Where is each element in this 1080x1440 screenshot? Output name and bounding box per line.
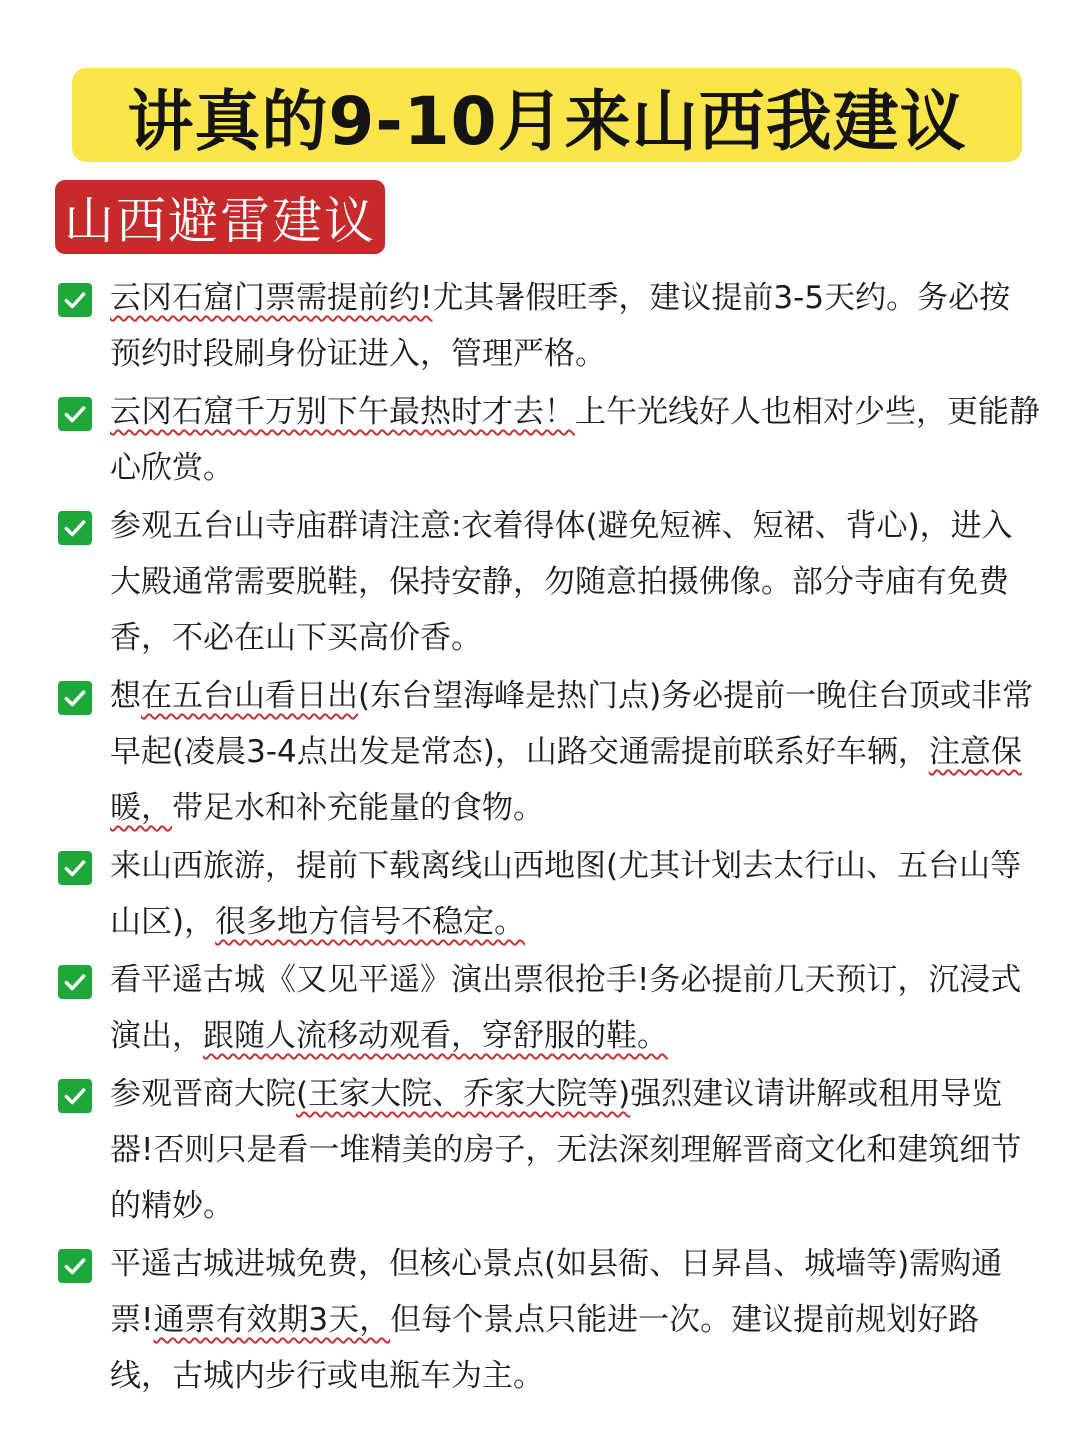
- tip-text: [110, 498, 1040, 666]
- tip-text: [110, 668, 1040, 836]
- tip-text-plain: 来山西旅游，提前下载离线山西地图(尤其计划去太行山、五台山等山区)，: [110, 848, 1022, 940]
- check-box-icon: [58, 511, 92, 545]
- tip-item: [0, 952, 1080, 1064]
- tip-highlight: 跟随人流移动观看，穿舒服的鞋。: [203, 1018, 668, 1054]
- page-title: 讲真的9-10月来山西我建议: [127, 82, 967, 160]
- tips-list: [0, 270, 1080, 1406]
- tip-text: [110, 838, 1040, 950]
- tip-text: [110, 952, 1040, 1064]
- tip-highlight: 很多地方信号不稳定。: [215, 904, 526, 940]
- tip-text-plain: 参观晋商大院: [110, 1076, 296, 1112]
- tip-highlight: 通票有效期3天，: [153, 1302, 391, 1338]
- tip-text-plain: 但每个景点只能进一次。建议提前规划好路线，古城内步行或电瓶车为主。: [110, 1302, 980, 1394]
- tip-item: [0, 668, 1080, 836]
- tip-text-plain: 上午光线好人也相对少些，更能静心欣赏。: [110, 394, 1040, 486]
- tip-text-plain: (东台望海峰是热门点)务必提前一晚住台顶或非常早起(凌晨3-4点出发是常态)，山路交通需提前联系好车辆，: [110, 678, 1034, 770]
- check-box-icon: [58, 1079, 92, 1113]
- title-banner: [72, 68, 1022, 162]
- tip-text-plain: 平遥古城进城免费，但核心景点(如县衙、日昇昌、城墙等)需购通票!: [110, 1246, 1003, 1338]
- check-box-icon: [58, 681, 92, 715]
- tip-item: [0, 1066, 1080, 1234]
- check-box-icon: [58, 1249, 92, 1283]
- tip-highlight: 云冈石窟门票需提前约!: [110, 280, 433, 316]
- tip-text: [110, 1066, 1040, 1234]
- tip-highlight: 在五台山看日出: [141, 678, 358, 714]
- check-box-icon: [58, 851, 92, 885]
- tip-text-plain: 带足水和补充能量的食物。: [172, 790, 544, 826]
- tip-text-plain: 尤其暑假旺季，建议提前3-5天约。务必按预约时段刷身份证进入，管理严格。: [110, 280, 1011, 372]
- section-tag-label: 山西避雷建议: [64, 192, 376, 250]
- tip-highlight: (王家大院、乔家大院等): [296, 1076, 631, 1112]
- tip-item: [0, 498, 1080, 666]
- check-box-icon: [58, 397, 92, 431]
- tip-highlight: 注意保暖，: [110, 734, 1022, 826]
- tip-text: [110, 270, 1040, 382]
- tip-item: [0, 384, 1080, 496]
- check-box-icon: [58, 283, 92, 317]
- tip-highlight: 云冈石窟千万别下午最热时才去！: [110, 394, 575, 430]
- tip-item: [0, 270, 1080, 382]
- tip-text-plain: 参观五台山寺庙群请注意:衣着得体(避免短裤、短裙、背心)，进入大殿通常需要脱鞋，保持安静，勿随意拍摄佛像。部分寺庙有免费香，不必在山下买高价香。: [110, 508, 1013, 656]
- tip-item: [0, 1236, 1080, 1404]
- check-box-icon: [58, 965, 92, 999]
- tip-text: [110, 1236, 1040, 1404]
- tip-text-plain: 强烈建议请讲解或租用导览器!否则只是看一堆精美的房子，无法深刻理解晋商文化和建筑细节的精妙。: [110, 1076, 1022, 1224]
- tip-text-plain: 看平遥古城《又见平遥》演出票很抢手!务必提前几天预订，沉浸式演出，: [110, 962, 1022, 1054]
- tip-item: [0, 838, 1080, 950]
- tip-text-plain: 想: [110, 678, 141, 714]
- tip-text: [110, 384, 1040, 496]
- section-tag: [55, 180, 385, 254]
